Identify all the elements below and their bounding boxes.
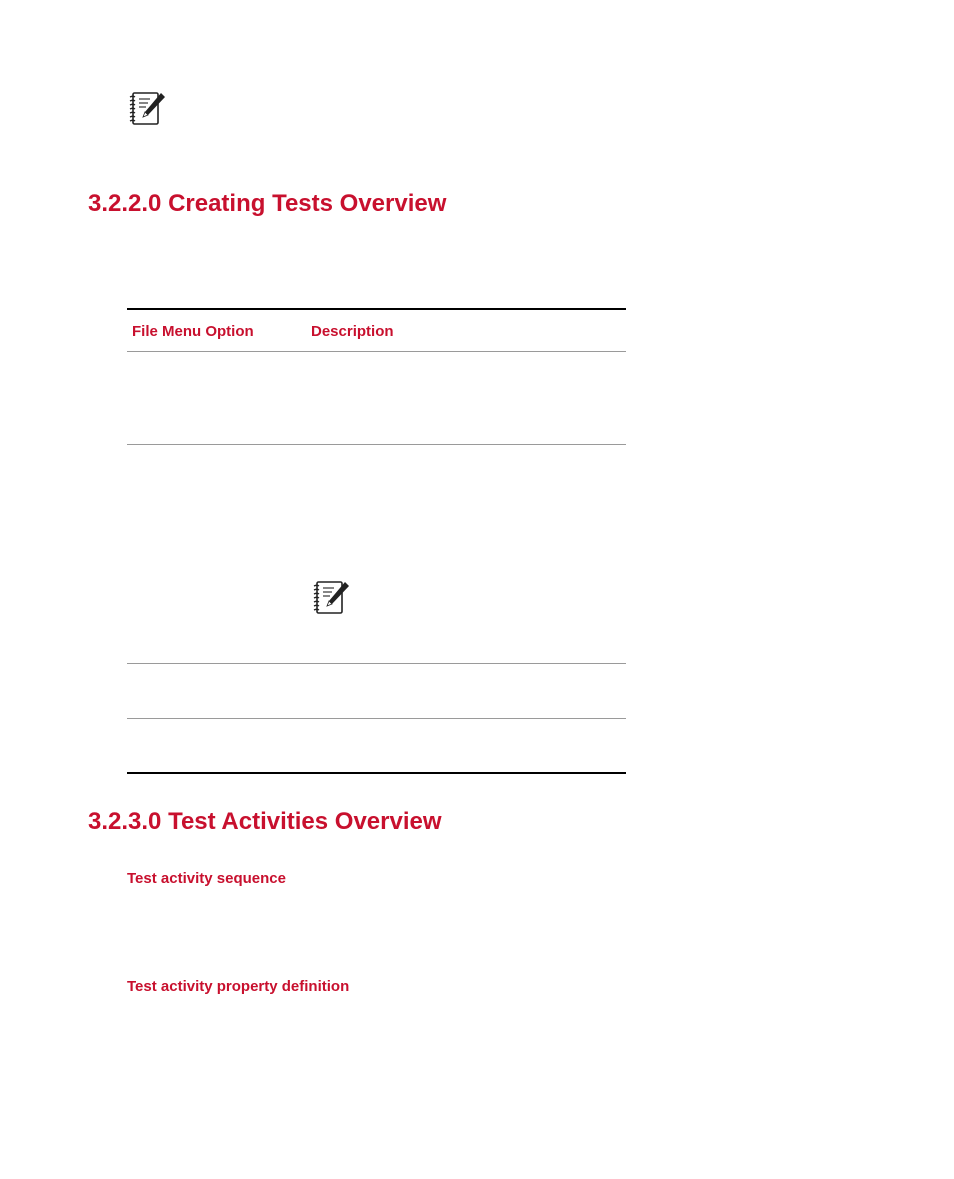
note-icon xyxy=(312,580,350,616)
table-header-file-menu-option: File Menu Option xyxy=(132,323,254,340)
table-bottom-rule xyxy=(127,772,626,774)
table-header-rule xyxy=(127,351,626,352)
note-icon xyxy=(128,91,166,127)
table-header-description: Description xyxy=(311,323,394,340)
subheading-test-activity-property-definition: Test activity property definition xyxy=(127,978,350,995)
section-heading-creating-tests: 3.2.2.0 Creating Tests Overview xyxy=(88,190,447,217)
table-row-divider xyxy=(127,663,626,664)
subheading-test-activity-sequence: Test activity sequence xyxy=(127,870,286,887)
table-row-divider xyxy=(127,718,626,719)
table-row-divider xyxy=(127,444,626,445)
section-heading-test-activities: 3.2.3.0 Test Activities Overview xyxy=(88,808,442,835)
table-top-rule xyxy=(127,308,626,310)
